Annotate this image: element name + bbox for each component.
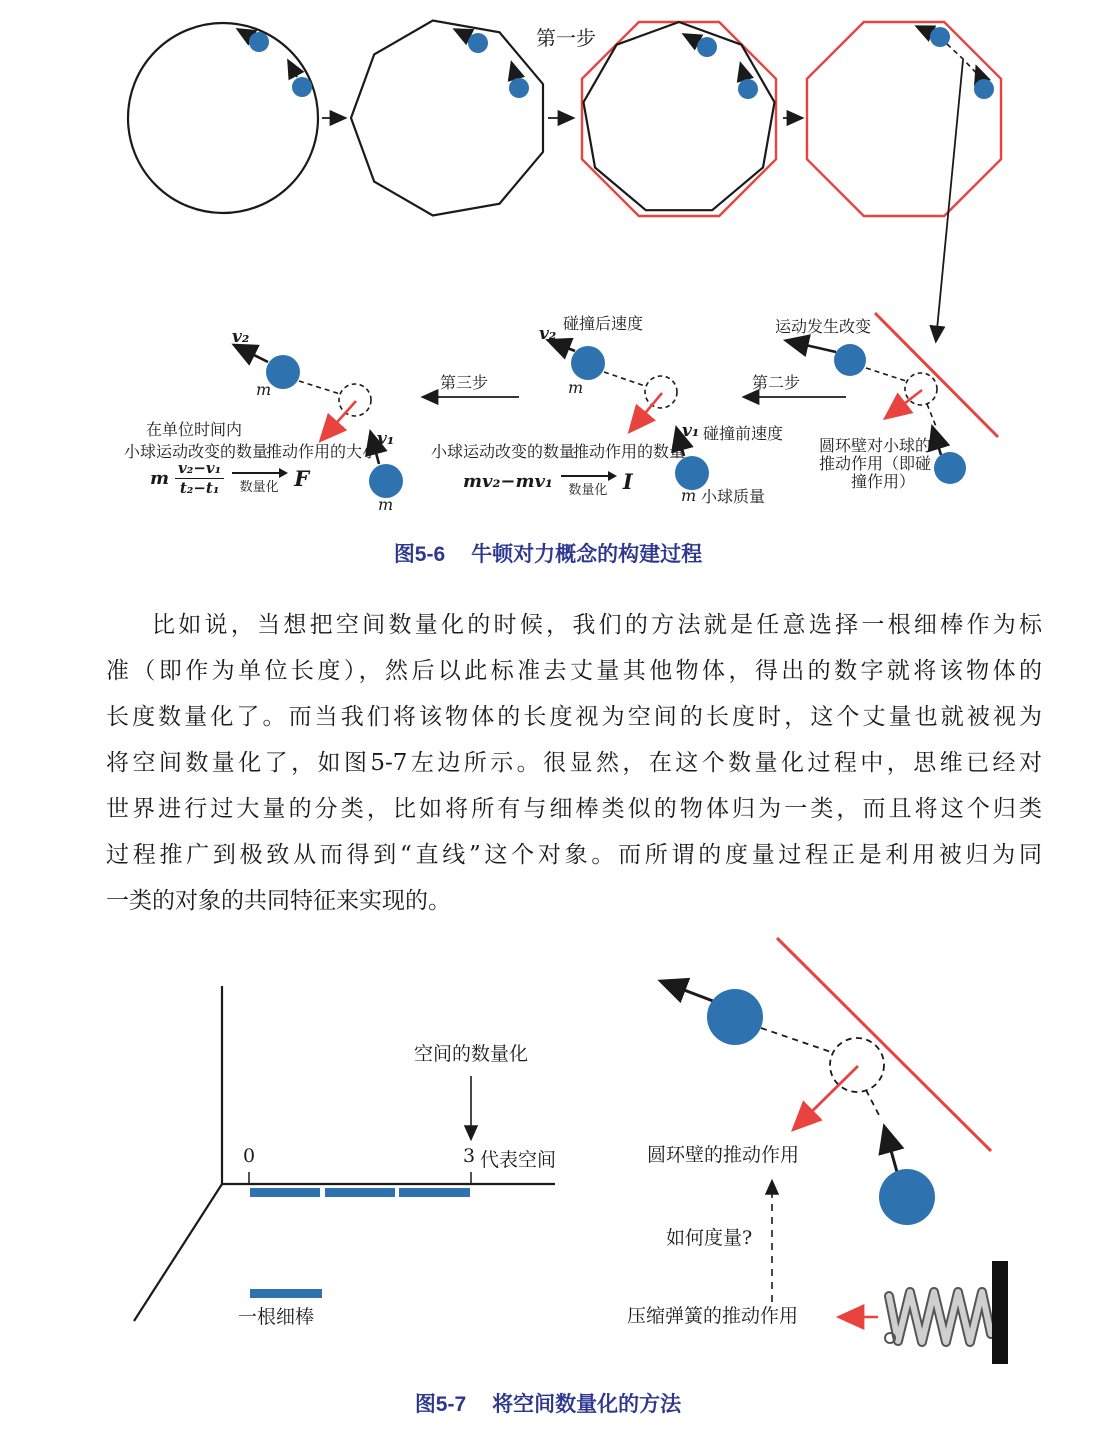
force-symbol: F [294,466,310,492]
how-to-measure-label: 如何度量? [666,1227,753,1249]
momentum-expr: mv₂−mv₁ [463,471,553,492]
paragraph-line: 准（即作为单位长度），然后以此标准去丈量其他物体，得出的数字就将该物体的 [106,658,1042,684]
push-amount-note: 推动作用的数量 [573,442,686,461]
fixed-wall [992,1261,1008,1364]
v2-label: v₂ [232,327,250,347]
measuring-rods [250,1188,470,1197]
figure2-caption-title: 将空间数量化的方法 [492,1393,682,1416]
ring-wall-push-note-line3: 撞作用） [851,472,916,491]
body-paragraph [106,602,1042,924]
shape-octagon-with-nonagon [582,22,776,216]
post-collision-speed-label: 碰撞后速度 [563,314,644,333]
impulse-formula [463,465,633,498]
mass-label: m [568,378,584,397]
figure2-caption [0,1388,1096,1418]
arrow-right-icon [232,472,286,474]
ball [369,464,403,498]
quantize-arrow: 数量化 [232,462,286,495]
step2-label: 第二步 [752,373,801,392]
ring-wall [777,938,991,1151]
mass-label: m [681,486,697,505]
collision-point [645,376,677,408]
shape-octagon [807,22,1001,216]
ball [249,32,269,52]
ball [879,1169,935,1225]
impulse-symbol: I [622,469,633,494]
paragraph-line: 世界进行过大量的分类，比如将所有与细棒类似的物体归为一类，而且将这个归类 [106,796,1042,822]
v1-label: v₁ [377,429,395,449]
ball [934,452,966,484]
spring-push-label: 压缩弹簧的推动作用 [627,1305,799,1327]
ball [974,79,994,99]
push-arrow [322,401,356,439]
pre-collision-speed-label: 碰撞前速度 [703,424,784,443]
velocity-fraction: $\frac{\text{v₂−v₁}}{\text{t₂−t₁}}$ [175,460,224,498]
paragraph-line: 比如说，当想把空间数量化的时候，我们的方法就是任意选择一根细棒作为标 [152,612,1042,638]
figure1-caption [0,538,1096,568]
mass-label: m [256,380,272,399]
arrow-right-icon [561,475,615,477]
force-formula [150,460,309,498]
ball [468,33,488,53]
formula-mass: m [150,468,170,490]
thin-rod-label: 一根细棒 [238,1306,315,1328]
ball [707,989,763,1045]
space-quantization-label: 空间的数量化 [414,1043,529,1065]
shape-nonagon [351,21,543,216]
spring-icon [885,1261,1008,1364]
motion-changed-note: 运动发生改变 [775,317,872,336]
single-rod [250,1289,322,1298]
unit-time-note: 在单位时间内 [146,420,243,439]
ball [571,346,605,380]
ball [738,79,758,99]
mass-label: m [378,495,394,514]
paragraph-line: 过程推广到极致从而得到“直线”这个对象。而所谓的度量过程正是利用被归为同 [106,842,1042,868]
ring-wall-push-label: 圆环壁的推动作用 [647,1144,800,1166]
figure2-caption-label: 图5-7 [414,1393,467,1416]
figure1-caption-label: 图5-6 [393,543,446,566]
paragraph-line: 将空间数量化了，如图5-7左边所示。很显然，在这个数量化过程中，思维已经对 [106,750,1042,776]
push-arrow [795,1066,858,1128]
tick-3-label: 3 [463,1145,476,1167]
quantize-arrow: 数量化 [561,465,615,498]
step1-label: 第一步 [536,26,596,50]
ring-wall-push-note-line1: 圆环壁对小球的 [819,436,932,455]
represents-space-label: 代表空间 [480,1149,557,1171]
push-arrow [887,390,922,417]
push-magnitude-note: 推动作用的大小 [266,442,379,461]
tick-0-label: 0 [243,1145,256,1167]
step3-label: 第三步 [440,373,489,392]
motion-change-amount-note: 小球运动改变的数量 [431,442,576,461]
paragraph-line: 一类的对象的共同特征来实现的。 [106,888,451,914]
ball [834,344,866,376]
collision-point [339,384,371,416]
v1-label: v₁ [682,421,700,441]
figure1-caption-title: 牛顿对力概念的构建过程 [471,543,703,566]
wall-collision-large [663,938,991,1225]
ring-wall-push-note-line2: 推动作用（即碰 [819,454,932,473]
ball [509,78,529,98]
v2-label: v₂ [539,324,557,344]
shape-circle-ring [128,23,318,213]
ball-mass-note: 小球质量 [701,487,766,506]
ball [697,37,717,57]
ball [292,77,312,97]
paragraph-line: 长度数量化了。而当我们将该物体的长度视为空间的长度时，这个丈量也就被视为 [106,704,1042,730]
motion-change-amount-note: 小球运动改变的数量 [124,442,269,461]
